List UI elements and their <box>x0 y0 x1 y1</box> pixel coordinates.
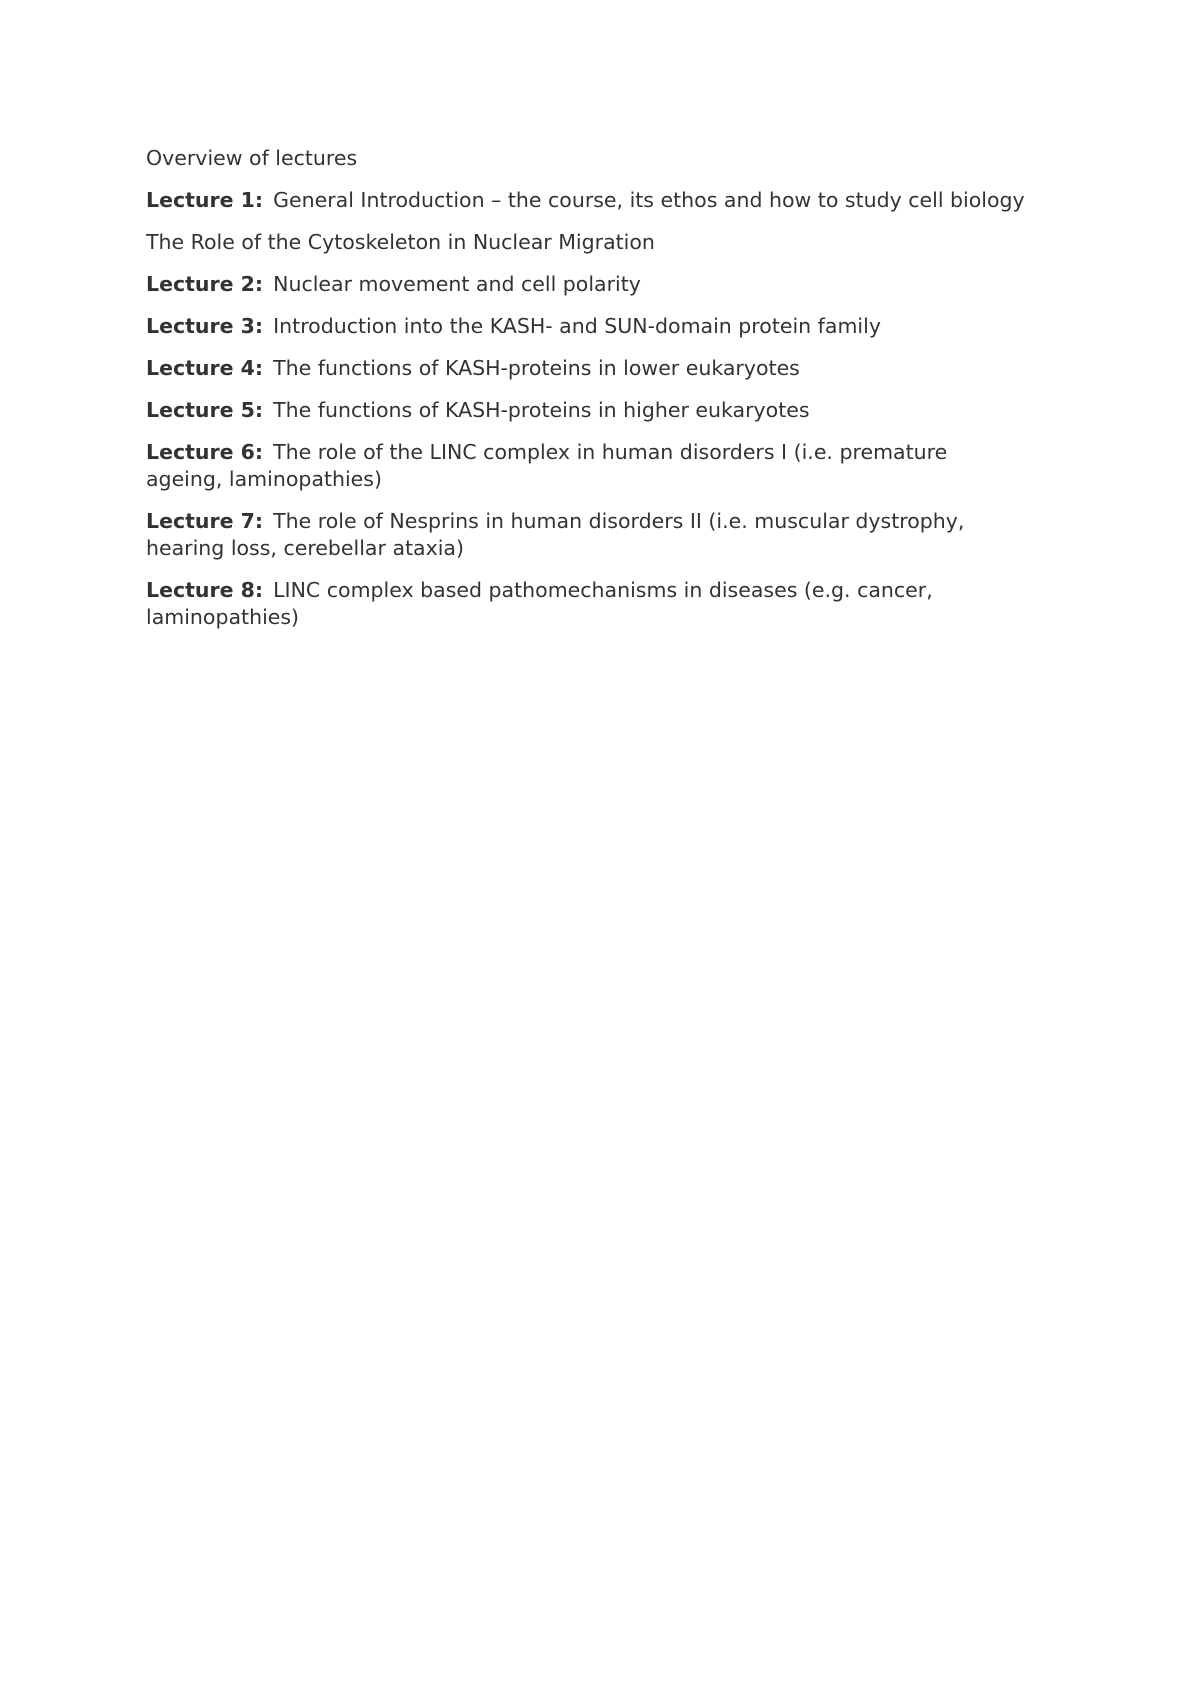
lecture-text: Introduction into the KASH- and SUN-domain protein family <box>273 314 881 338</box>
lecture-item-7 <box>146 508 1026 562</box>
lecture-label: Lecture 8: <box>146 578 264 602</box>
lecture-label: Lecture 3: <box>146 314 264 338</box>
page-title: Overview of lectures <box>146 146 358 170</box>
lecture-text: The role of the LINC complex in human disorders I (i.e. premature ageing, laminopathies) <box>146 440 948 491</box>
lecture-label: Lecture 5: <box>146 398 264 422</box>
lecture-text: Nuclear movement and cell polarity <box>273 272 641 296</box>
lecture-text: General Introduction – the course, its ethos and how to study cell biology <box>273 188 1025 212</box>
section-title: The Role of the Cytoskeleton in Nuclear Migration <box>146 230 655 254</box>
lecture-text: The role of Nesprins in human disorders II (i.e. muscular dystrophy, hearing loss, cerebellar ataxia) <box>146 509 965 560</box>
lecture-item-8 <box>146 577 1026 631</box>
lecture-label: Lecture 6: <box>146 440 264 464</box>
lecture-label: Lecture 7: <box>146 509 264 533</box>
document-content <box>146 145 1026 646</box>
lecture-label: Lecture 2: <box>146 272 264 296</box>
lecture-item-6 <box>146 439 1026 493</box>
lecture-item-2 <box>146 271 1026 298</box>
lecture-item-5 <box>146 397 1026 424</box>
lecture-label: Lecture 4: <box>146 356 264 380</box>
lecture-item-3 <box>146 313 1026 340</box>
lecture-item-1 <box>146 187 1026 214</box>
lecture-label: Lecture 1: <box>146 188 264 212</box>
lecture-text: The functions of KASH-proteins in higher eukaryotes <box>273 398 810 422</box>
lecture-text: The functions of KASH-proteins in lower eukaryotes <box>273 356 800 380</box>
lecture-item-4 <box>146 355 1026 382</box>
lecture-text: LINC complex based pathomechanisms in diseases (e.g. cancer, laminopathies) <box>146 578 933 629</box>
